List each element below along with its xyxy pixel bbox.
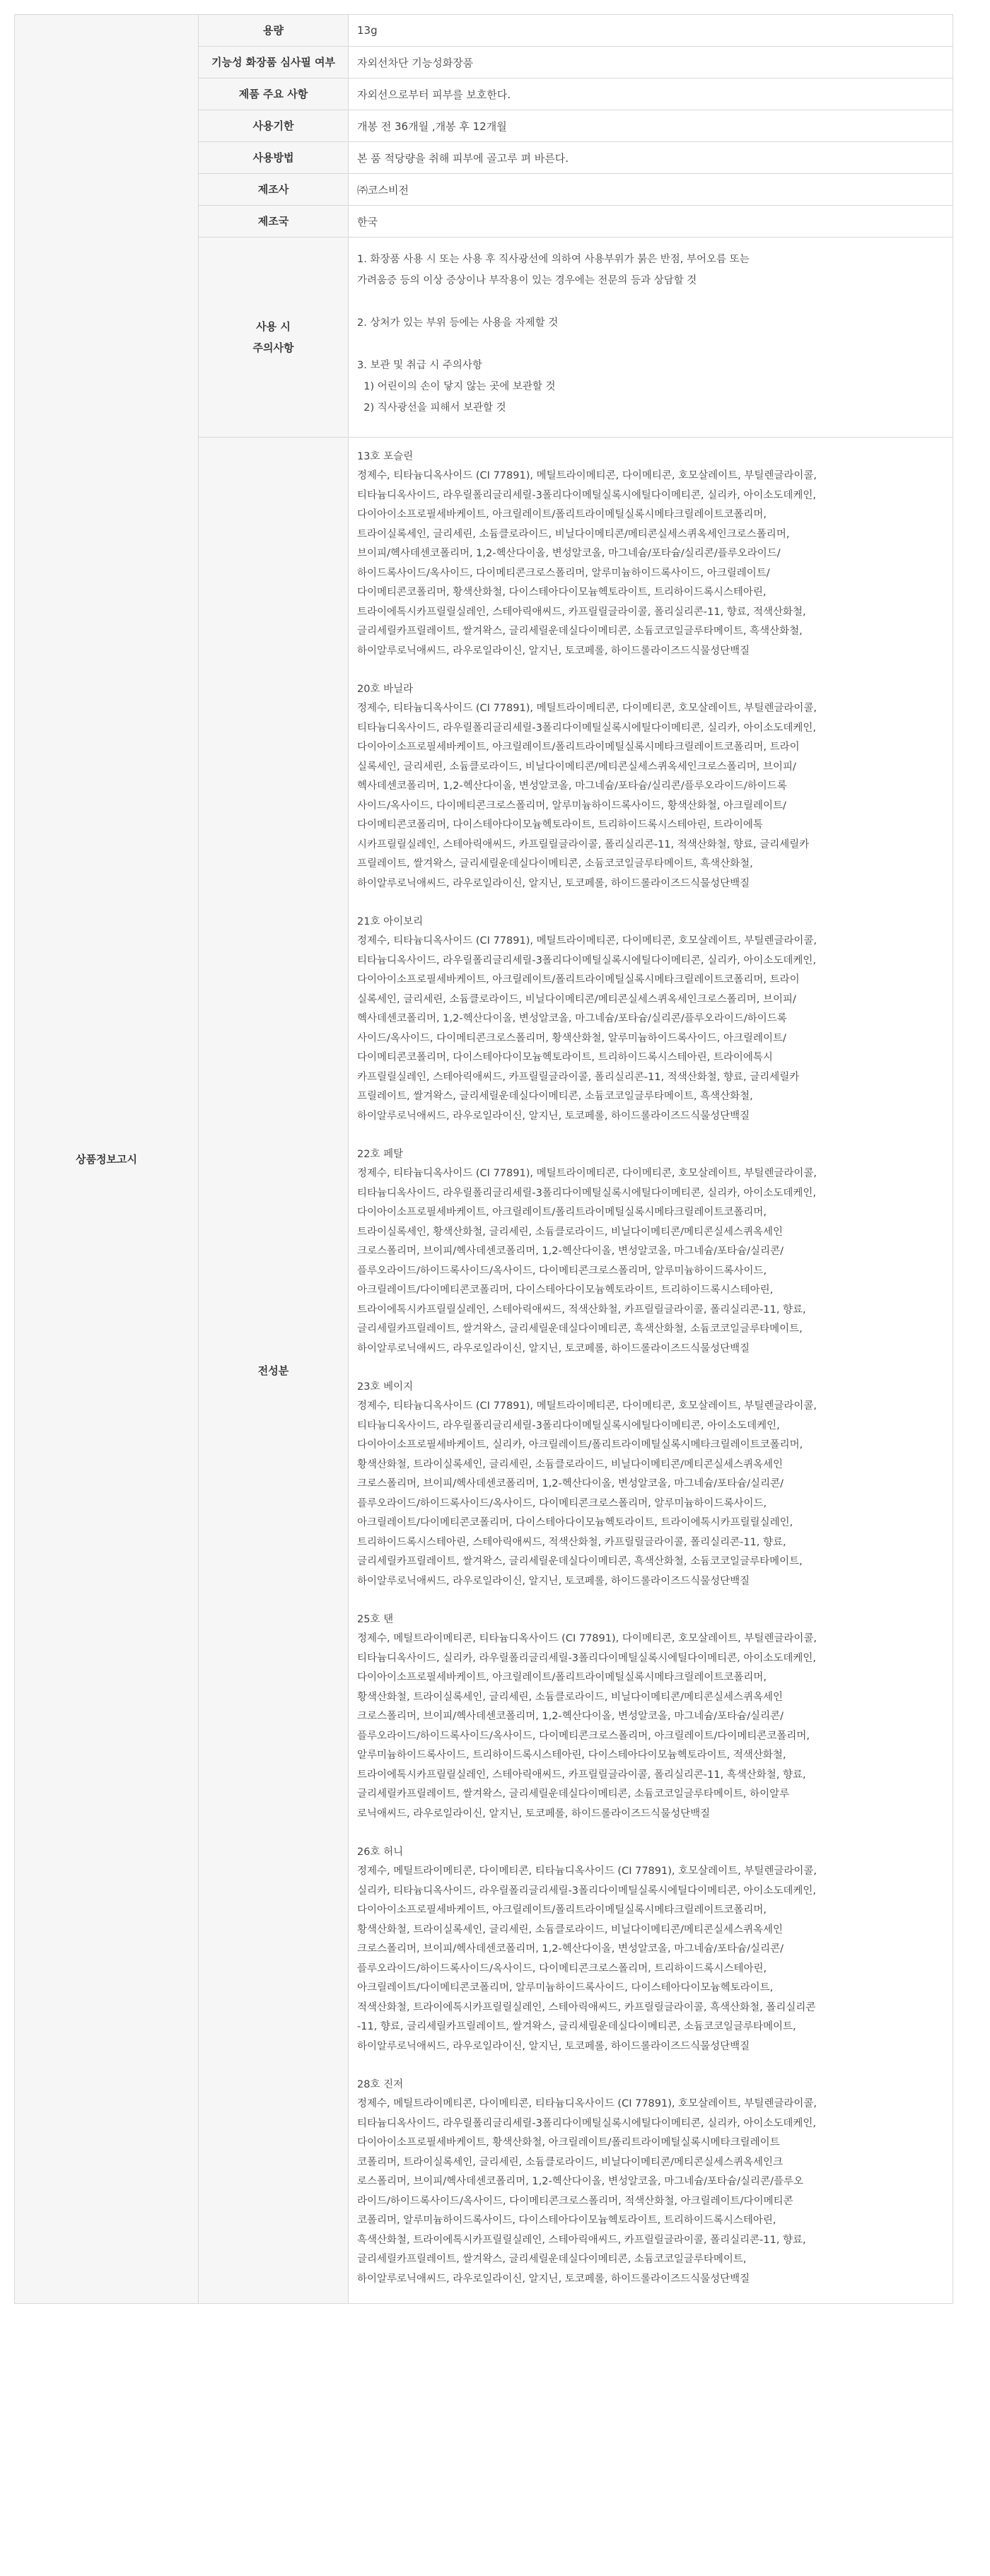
row-value: 13g [349, 15, 953, 47]
ingredient-group-vanilla [357, 680, 944, 894]
caution-line [357, 335, 944, 356]
row-value: 한국 [349, 206, 953, 238]
ingredient-group-text: 정제수, 티타늄디옥사이드 (CI 77891), 메틸트라이메티콘, 다이메티콘, 호모살레이트, 부틸렌글라이콜, 티타늄디옥사이드, 라우릴폴리글리세릴-3폴리다이메틸실록시에틸다이메티콘, 실리카, 아이소도데케인, 다이아이소프로필세바케이트, 아크릴레이트/폴리트라이메틸실록시메타크릴레이트코폴리머, 트라이 실록세인, 글리세린, 소듐클로라이드, 비닐다이메티콘/메티콘실세스퀴옥세인크로스폴리머, 브이피/ 헥사데센코폴리머, 1,2-헥산다이올, 변성알코올, 마그네슘/포타슘/실리콘/플루오라이드/하이드록 사이드/옥사이드, 다이메티콘크로스폴리머, 황색산화철, 알루미늄하이드록사이드, 아크릴레이트/ 다이메티콘코폴리머, 다이스테아다이모늄헥토라이트, 트리하이드록시스테아린, 트라이에톡시 카프릴릴실레인, 스테아릭애씨드, 카프릴릴글라이콜, 폴리실리콘-11, 적색산화철, 향료, 글리세릴카 프릴레이트, 쌀겨왁스, 글리세릴운데실다이메티콘, 소듐코코일글루타메이트, 흑색산화철, 하이알루로닉애씨드, 라우로일라이신, 알지닌, 토코페롤, 하이드롤라이즈드식물성단백질 [357, 935, 817, 1122]
info-row-volume [15, 15, 953, 47]
ingredient-group-petal [357, 1145, 944, 1359]
caution-key [199, 238, 349, 438]
caution-value [349, 238, 953, 438]
ingredient-group-title: 25호 탠 [357, 1614, 394, 1625]
product-info-table [14, 14, 953, 2304]
ingredient-group-text: 정제수, 티타늄디옥사이드 (CI 77891), 메틸트라이메티콘, 다이메티콘, 호모살레이트, 부틸렌글라이콜, 티타늄디옥사이드, 라우릴폴리글리세릴-3폴리다이메틸실록시에틸다이메티콘, 실리카, 아이소도데케인, 다이아이소프로필세바케이트, 아크릴레이트/폴리트라이메틸실록시메타크릴레이트코폴리머, 트라이 실록세인, 글리세린, 소듐클로라이드, 비닐다이메티콘/메티콘실세스퀴옥세인크로스폴리머, 브이피/ 헥사데센코폴리머, 1,2-헥산다이올, 변성알코올, 마그네슘/포타슘/실리콘/플루오라이드/하이드록 사이드/옥사이드, 다이메티콘크로스폴리머, 알루미늄하이드록사이드, 황색산화철, 아크릴레이트/ 다이메티콘코폴리머, 다이스테아다이모늄헥토라이트, 트리하이드록시스테아린, 트라이에톡 시카프릴릴실레인, 스테아릭애씨드, 카프릴릴글라이콜, 폴리실리콘-11, 적색산화철, 향료, 글리세릴카 프릴레이트, 쌀겨왁스, 글리세릴운데실다이메티콘, 소듐코코일글루타메이트, 흑색산화철, 하이알루로닉애씨드, 라우로일라이신, 알지닌, 토코페롤, 하이드롤라이즈드식물성단백질 [357, 703, 817, 889]
ingredient-group-text: 정제수, 티타늄디옥사이드 (CI 77891), 메틸트라이메티콘, 다이메티콘, 호모살레이트, 부틸렌글라이콜, 티타늄디옥사이드, 라우릴폴리글리세릴-3폴리다이메틸실록시에틸다이메티콘, 실리카, 아이소도데케인, 다이아이소프로필세바케이트, 아크릴레이트/폴리트라이메틸실록시메타크릴레이트코폴리머, 트라이실록세인, 황색산화철, 글리세린, 소듐클로라이드, 비닐다이메티콘/메티콘실세스퀴옥세인 크로스폴리머, 브이피/헥사데센코폴리머, 1,2-헥산다이올, 변성알코올, 마그네슘/포타슘/실리콘/ 플루오라이드/하이드록사이드/옥사이드, 다이메티콘크로스폴리머, 알루미늄하이드록사이드, 아크릴레이트/다이메티콘코폴리머, 다이스테아다이모늄헥토라이트, 트리하이드록시스테아린, 트라이에톡시카프릴릴실레인, 스테아릭애씨드, 적색산화철, 카프릴릴글라이콜, 폴리실리콘-11, 향료, 글리세릴카프릴레이트, 쌀겨왁스, 글리세릴운데실다이메티콘, 흑색산화철, 소듐코코일글루타메이트, 하이알루로닉애씨드, 라우로일라이신, 알지닌, 토코페롤, 하이드롤라이즈드식물성단백질 [357, 1168, 817, 1354]
ingredient-group-title: 28호 진저 [357, 2079, 404, 2090]
row-key: 제품 주요 사항 [199, 78, 349, 110]
row-value: 자외선으로부터 피부를 보호한다. [349, 78, 953, 110]
caution-line: 1. 화장품 사용 시 또는 사용 후 직사광선에 의하여 사용부위가 붉은 반점, 부어오름 또는 [357, 254, 750, 265]
caution-line: 2) 직사광선을 피해서 보관할 것 [357, 402, 506, 414]
ingredient-group-title: 13호 포슬린 [357, 451, 414, 462]
ingredients-value [349, 438, 953, 2304]
ingredient-group-title: 20호 바닐라 [357, 684, 414, 695]
ingredient-group-honey [357, 1843, 944, 2056]
ingredient-group-title: 22호 페탈 [357, 1149, 404, 1160]
product-info-notice [14, 14, 953, 2304]
ingredient-group-beige [357, 1378, 944, 1591]
ingredient-group-text: 정제수, 메틸트라이메티콘, 다이메티콘, 티타늄디옥사이드 (CI 77891), 호모살레이트, 부틸렌글라이콜, 티타늄디옥사이드, 라우릴폴리글리세릴-3폴리다이메틸실록시에틸다이메티콘, 실리카, 아이소도데케인, 다이아이소프로필세바케이트, 황색산화철, 아크릴레이트/폴리트라이메틸실록시메타크릴레이트 코폴리머, 트라이실록세인, 글리세린, 소듐클로라이드, 비닐다이메티콘/메티콘실세스퀴옥세인크 로스폴리머, 브이피/헥사데센코폴리머, 1,2-헥산다이올, 변성알코올, 마그네슘/포타슘/실리콘/플루오 라이드/하이드록사이드/옥사이드, 다이메티콘크로스폴리머, 적색산화철, 아크릴레이트/다이메티콘 코폴리머, 알루미늄하이드록사이드, 다이스테아다이모늄헥토라이트, 트리하이드록시스테아린, 흑색산화철, 트라이에톡시카프릴릴실레인, 스테아릭애씨드, 카프릴릴글라이콜, 폴리실리콘-11, 향료, 글리세릴카프릴레이트, 쌀겨왁스, 글리세릴운데실다이메티콘, 소듐코코일글루타메이트, 하이알루로닉애씨드, 라우로일라이신, 알지닌, 토코페롤, 하이드롤라이즈드식물성단백질 [357, 2098, 817, 2285]
row-value: ㈜코스비전 [349, 174, 953, 206]
row-key: 사용기한 [199, 110, 349, 142]
row-key: 제조국 [199, 206, 349, 238]
category-label: 상품정보고시 [15, 15, 199, 2304]
row-value: 개봉 전 36개월 ,개봉 후 12개월 [349, 110, 953, 142]
caution-line: 1) 어린이의 손이 닿지 않는 곳에 보관할 것 [357, 381, 556, 392]
ingredient-group-title: 21호 아이보리 [357, 916, 424, 927]
ingredient-group-tan [357, 1610, 944, 1824]
row-key: 용량 [199, 15, 349, 47]
caution-line [357, 293, 944, 314]
ingredient-group-text: 정제수, 티타늄디옥사이드 (CI 77891), 메틸트라이메티콘, 다이메티콘, 호모살레이트, 부틸렌글라이콜, 티타늄디옥사이드, 라우릴폴리글리세릴-3폴리다이메틸실록시에틸다이메티콘, 아이소도데케인, 다이아이소프로필세바케이트, 실리카, 아크릴레이트/폴리트라이메틸실록시메타크릴레이트코폴리머, 황색산화철, 트라이실록세인, 글리세린, 소듐클로라이드, 비닐다이메티콘/메티콘실세스퀴옥세인 크로스폴리머, 브이피/헥사데센코폴리머, 1,2-헥산다이올, 변성알코올, 마그네슘/포타슘/실리콘/ 플루오라이드/하이드록사이드/옥사이드, 다이메티콘크로스폴리머, 알루미늄하이드록사이드, 아크릴레이트/다이메티콘코폴리머, 다이스테아다이모늄헥토라이트, 트라이에톡시카프릴릴실레인, 트리하이드록시스테아린, 스테아릭애씨드, 적색산화철, 카프릴릴글라이콜, 폴리실리콘-11, 향료, 글리세릴카프릴레이트, 쌀겨왁스, 글리세릴운데실다이메티콘, 흑색산화철, 소듐코코일글루타메이트, 하이알루로닉애씨드, 라우로일라이신, 알지닌, 토코페롤, 하이드롤라이즈드식물성단백질 [357, 1400, 817, 1587]
caution-line: 가려움증 등의 이상 증상이나 부작용이 있는 경우에는 전문의 등과 상담할 것 [357, 275, 697, 286]
caution-line: 3. 보관 및 취급 시 주의사항 [357, 360, 482, 371]
caution-line: 2. 상처가 있는 부위 등에는 사용을 자제할 것 [357, 317, 559, 329]
caution-key-line2: 주의사항 [252, 341, 294, 354]
ingredient-group-porcelain [357, 447, 944, 661]
caution-key-line1: 사용 시 [256, 320, 291, 333]
ingredients-key: 전성분 [199, 438, 349, 2304]
ingredient-group-text: 정제수, 메틸트라이메티콘, 티타늄디옥사이드 (CI 77891), 다이메티콘, 호모살레이트, 부틸렌글라이콜, 티타늄디옥사이드, 실리카, 라우릴폴리글리세릴-3폴리다이메틸실록시에틸다이메티콘, 아이소도데케인, 다이아이소프로필세바케이트, 아크릴레이트/폴리트라이메틸실록시메타크릴레이트코폴리머, 황색산화철, 트라이실록세인, 글리세린, 소듐클로라이드, 비닐다이메티콘/메티콘실세스퀴옥세인 크로스폴리머, 브이피/헥사데센코폴리머, 1,2-헥산다이올, 변성알코올, 마그네슘/포타슘/실리콘/ 플루오라이드/하이드록사이드/옥사이드, 다이메티콘크로스폴리머, 아크릴레이트/다이메티콘코폴리머, 알루미늄하이드록사이드, 트리하이드록시스테아린, 다이스테아다이모늄헥토라이트, 적색산화철, 트라이에톡시카프릴릴실레인, 스테아릭애씨드, 카프릴릴글라이콜, 폴리실리콘-11, 흑색산화철, 향료, 글리세릴카프릴레이트, 쌀겨왁스, 글리세릴운데실다이메티콘, 소듐코코일글루타메이트, 하이알루 로닉애씨드, 라우로일라이신, 알지닌, 토코페롤, 하이드롤라이즈드식물성단백질 [357, 1633, 817, 1820]
ingredient-group-title: 26호 허니 [357, 1846, 404, 1858]
row-value: 본 품 적당량을 취해 피부에 골고루 펴 바른다. [349, 142, 953, 174]
ingredient-group-text: 정제수, 티타늄디옥사이드 (CI 77891), 메틸트라이메티콘, 다이메티콘, 호모살레이트, 부틸렌글라이콜, 티타늄디옥사이드, 라우릴폴리글리세릴-3폴리다이메틸실록시에틸다이메티콘, 실리카, 아이소도데케인, 다이아이소프로필세바케이트, 아크릴레이트/폴리트라이메틸실록시메타크릴레이트코폴리머, 트라이실록세인, 글리세린, 소듐클로라이드, 비닐다이메티콘/메티콘실세스퀴옥세인크로스폴리머, 브이피/헥사데센코폴리머, 1,2-헥산다이올, 변성알코올, 마그네슘/포타슘/실리콘/플루오라이드/ 하이드록사이드/옥사이드, 다이메티콘크로스폴리머, 알루미늄하이드록사이드, 아크릴레이트/ 다이메티콘코폴리머, 황색산화철, 다이스테아다이모늄헥토라이트, 트리하이드록시스테아린, 트라이에톡시카프릴릴실레인, 스테아릭애씨드, 카프릴릴글라이콜, 폴리실리콘-11, 향료, 적색산화철, 글리세릴카프릴레이트, 쌀겨왁스, 글리세릴운데실다이메티콘, 소듐코코일글루타메이트, 흑색산화철, 하이알루로닉애씨드, 라우로일라이신, 알지닌, 토코페롤, 하이드롤라이즈드식물성단백질 [357, 470, 817, 657]
row-key: 사용방법 [199, 142, 349, 174]
ingredient-group-text: 정제수, 메틸트라이메티콘, 다이메티콘, 티타늄디옥사이드 (CI 77891), 호모살레이트, 부틸렌글라이콜, 실리카, 티타늄디옥사이드, 라우릴폴리글리세릴-3폴리다이메틸실록시에틸다이메티콘, 아이소도데케인, 다이아이소프로필세바케이트, 아크릴레이트/폴리트라이메틸실록시메타크릴레이트코폴리머, 황색산화철, 트라이실록세인, 글리세린, 소듐클로라이드, 비닐다이메티콘/메티콘실세스퀴옥세인 크로스폴리머, 브이피/헥사데센코폴리머, 1,2-헥산다이올, 변성알코올, 마그네슘/포타슘/실리콘/ 플루오라이드/하이드록사이드/옥사이드, 다이메티콘크로스폴리머, 트리하이드록시스테아린, 아크릴레이트/다이메티콘코폴리머, 알루미늄하이드록사이드, 다이스테아다이모늄헥토라이트, 적색산화철, 트라이에톡시카프릴릴실레인, 스테아릭애씨드, 카프릴릴글라이콜, 흑색산화철, 폴리실리콘 -11, 향료, 글리세릴카프릴레이트, 쌀겨왁스, 글리세릴운데실다이메티콘, 소듐코코일글루타메이트, 하이알루로닉애씨드, 라우로일라이신, 알지닌, 토코페롤, 하이드롤라이즈드식물성단백질 [357, 1866, 817, 2052]
row-key: 제조사 [199, 174, 349, 206]
ingredient-group-ginger [357, 2076, 944, 2289]
row-key: 기능성 화장품 심사필 여부 [199, 47, 349, 78]
ingredient-group-ivory [357, 913, 944, 1126]
row-value: 자외선차단 기능성화장품 [349, 47, 953, 78]
ingredient-group-title: 23호 베이지 [357, 1381, 414, 1393]
